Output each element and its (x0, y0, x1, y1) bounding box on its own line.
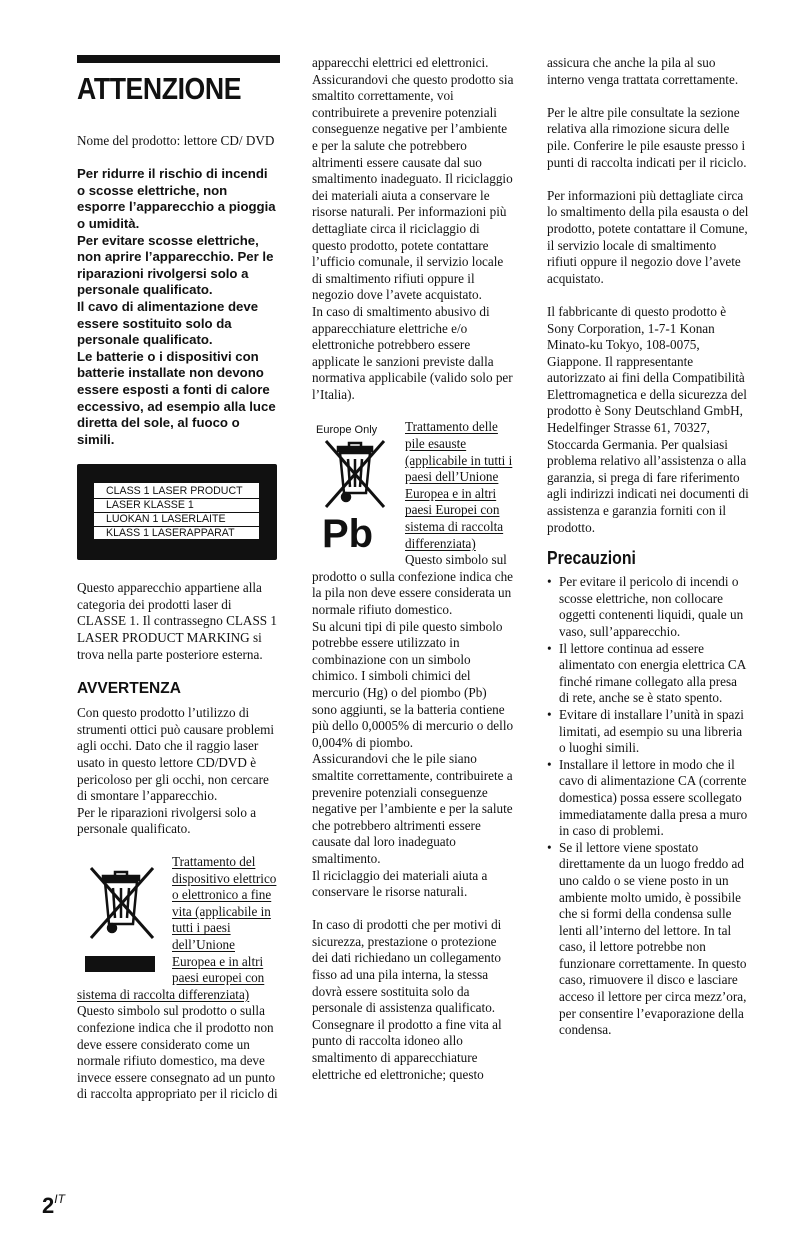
weee-text: Questo simbolo sul prodotto o sulla confezione indica che il prodotto non deve essere considerato come un normale rifiuto domestico, ma deve invece essere consegnato ad un punto di raccolta appropriato per il riciclo di (77, 1003, 278, 1102)
laser-label (77, 464, 277, 560)
heading-rule (77, 55, 280, 63)
battery-bin-icon (312, 419, 400, 553)
pb-symbol: Pb (322, 512, 374, 554)
warning-3: Il cavo di alimentazione deve essere sostituito solo da personale qualificato. (77, 298, 259, 348)
column-3 (547, 55, 749, 1039)
precauzioni-list (547, 574, 749, 1039)
end-of-life-text: Consegnare il prodotto a fine vita al punto di raccolta idoneo allo smaltimento di apparecchiature elettriche ed elettroniche; questo (312, 1016, 502, 1082)
column-2 (312, 55, 514, 1083)
column-1 (77, 55, 279, 1103)
internal-battery-text: In caso di prodotti che per motivi di sicurezza, prestazione o protezione dei dati richiedano un collegamento fisso ad una pila interna, la stessa dovrà essere sostituita solo da personale di assistenza qualificato. (312, 917, 502, 1016)
page-language: IT (54, 1192, 65, 1206)
avvertenza-heading: AVVERTENZA (77, 680, 181, 698)
page-number-value: 2 (42, 1193, 55, 1218)
laser-label-line: KLASS 1 LASERAPPARAT (106, 526, 235, 539)
list-item: • Per evitare il pericolo di incendi o scosse elettriche, non collocare oggetti contenenti liquidi, quale un vaso, sull’apparecchio. (547, 574, 749, 640)
other-batteries-text: Per le altre pile consultate la sezione relativa alla rimozione sicura delle pile. Conferire le pile esauste presso i punti di raccolta indicati per il riciclo. (547, 104, 747, 170)
laser-text: Questo apparecchio appartiene alla categoria dei prodotti laser di CLASSE 1. Il contrassegno CLASS 1 LASER PRODUCT MARKING si trova nella parte posteriore esterna. (77, 580, 278, 662)
recycling-text: apparecchi elettrici ed elettronici. Assicurandovi che questo prodotto sia smaltito correttamente, voi contribuirete a prevenire potenziali conseguenze negative per l’ambiente e per la salute che potrebbero altrimenti essere causate dal suo smaltimento inadeguato. Il riciclaggio dei materiali aiuta a conservare le risorse naturali. Per informazioni più dettagliate circa il riciclaggio di questo prodotto, potete contattare l’ufficio comunale, il servizio locale di smaltimento rifiuti oppure il negozio dove l’avete acquistato. (312, 55, 514, 303)
laser-label-line: LASER KLASSE 1 (94, 499, 259, 513)
list-item: • Installare il lettore in modo che il cavo di alimentazione CA (corrente domestica) possa essere scollegato immediatamente dalla presa a muro in caso di problemi. (547, 757, 749, 840)
battery-text: Questo simbolo sul prodotto o sulla confezione indica che la pila non deve essere considerata un normale rifiuto domestico. (312, 552, 514, 617)
battery-treated-text: assicura che anche la pila al suo interno venga trattata correttamente. (547, 55, 739, 87)
battery-caption: Trattamento delle pile esauste (applicabile in tutti i paesi dell’Unione Europea e in altri paesi Europei con sistema di raccolta differenziata) (405, 419, 513, 551)
weee-bin-icon (77, 858, 167, 976)
warning-2: Per evitare scosse elettriche, non aprire l’apparecchio. Per le riparazioni rivolgersi solo a personale qualificato. (77, 232, 274, 298)
chemical-symbol-text: Su alcuni tipi di pile questo simbolo potrebbe essere utilizzato in combinazione con un simbolo chimico. I simboli chimici del mercurio (Hg) o del piombo (Pb) sono aggiunti, se la batteria contiene più dello 0,0005% di mercurio o dello 0,004% di piombo. (312, 618, 514, 750)
avvertenza-text: Con questo prodotto l’utilizzo di strumenti ottici può causare problemi agli occhi. Dato che il raggio laser usato in questo lettore CD/DVD è pericoloso per gli occhi, non cercare di smontare l’apparecchio. (77, 705, 275, 804)
product-name: Nome del prodotto: lettore CD/ DVD (77, 133, 275, 148)
page-title: ATTENZIONE (77, 71, 242, 106)
manufacturer-text: Il fabbricante di questo prodotto è Sony Corporation, 1-7-1 Konan Minato-ku Tokyo, 108-0075, Giappone. Il rappresentante autorizzato ai fini della Compatibilità Elettromagnetica e della sicurezza del prodotto è Sony Deutschland GmbH, Hedelfinger Strasse 61, 70327, Stoccarda Germania. Per qualsiasi problema relativo all’assistenza o alla garanzia, si prega di fare riferimento agli indirizzi indicati nei documenti di assistenza e garanzia forniti con il prodotto. (547, 303, 749, 535)
warning-4: Le batterie o i dispositivi con batterie installate non devono essere esposti a fonti di calore eccessivo, ad esempio alla luce diretta del sole, al fuoco o simili. (77, 348, 276, 447)
precauzioni-heading: Precauzioni (547, 548, 636, 569)
weee-caption: Trattamento del dispositivo elettrico o elettronico a fine vita (applicabile in tutti i paesi dell’Unione Europea e in altri paesi europei con sistema di raccolta differenziata) (77, 854, 277, 1002)
list-item: • Il lettore continua ad essere alimentato con energia elettrica CA finché rimane collegato alla presa di rete, anche se è stato spento. (547, 641, 749, 707)
disposal-info-text: Per informazioni più dettagliate circa lo smaltimento della pila esausta o del prodotto, potete contattare il Comune, il servizio locale di smaltimento rifiuti oppure il negozio dove l’avete acquistato. (547, 187, 749, 286)
resources-text: Il riciclaggio dei materiali aiuta a conservare le risorse naturali. (312, 867, 488, 900)
battery-disposal-text: Assicurandovi che le pile siano smaltite correttamente, contribuirete a prevenire potenziali conseguenze negative per l’ambiente e per la salute che potrebbero altrimenti essere causate dal loro inadeguato smaltimento. (312, 751, 513, 866)
warning-1: Per ridurre il rischio di incendi o scosse elettriche, non esporre l’apparecchio a pioggia o umidità. (77, 166, 276, 231)
laser-label-line: LUOKAN 1 LASERLAITE (94, 513, 259, 527)
sanctions-text: In caso di smaltimento abusivo di apparecchiature elettriche e/o elettroniche potrebbero essere applicate le sanzioni previste dalla normativa applicabile (valido solo per l’Italia). (312, 303, 513, 402)
avvertenza-text-2: Per le riparazioni rivolgersi solo a personale qualificato. (77, 804, 257, 837)
page-number (42, 1192, 65, 1219)
europe-only-label: Europe Only (316, 424, 378, 437)
battery-block (312, 419, 514, 618)
laser-label-line: CLASS 1 LASER PRODUCT (94, 485, 259, 499)
weee-block (77, 854, 279, 1103)
list-item: • Se il lettore viene spostato direttamente da un luogo freddo ad uno caldo o se viene posto in un ambiente molto umido, è possibile che si formi della condensa sulle lenti all’interno del lettore. In tal caso, il lettore potrebbe non funzionare correttamente. In questo caso, rimuovere il disco e lasciare acceso il lettore per circa mezz’ora, per consentire l’evaporazione della condensa. (547, 840, 749, 1039)
list-item: • Evitare di installare l’unità in spazi limitati, ad esempio su una libreria o luoghi simili. (547, 707, 749, 757)
